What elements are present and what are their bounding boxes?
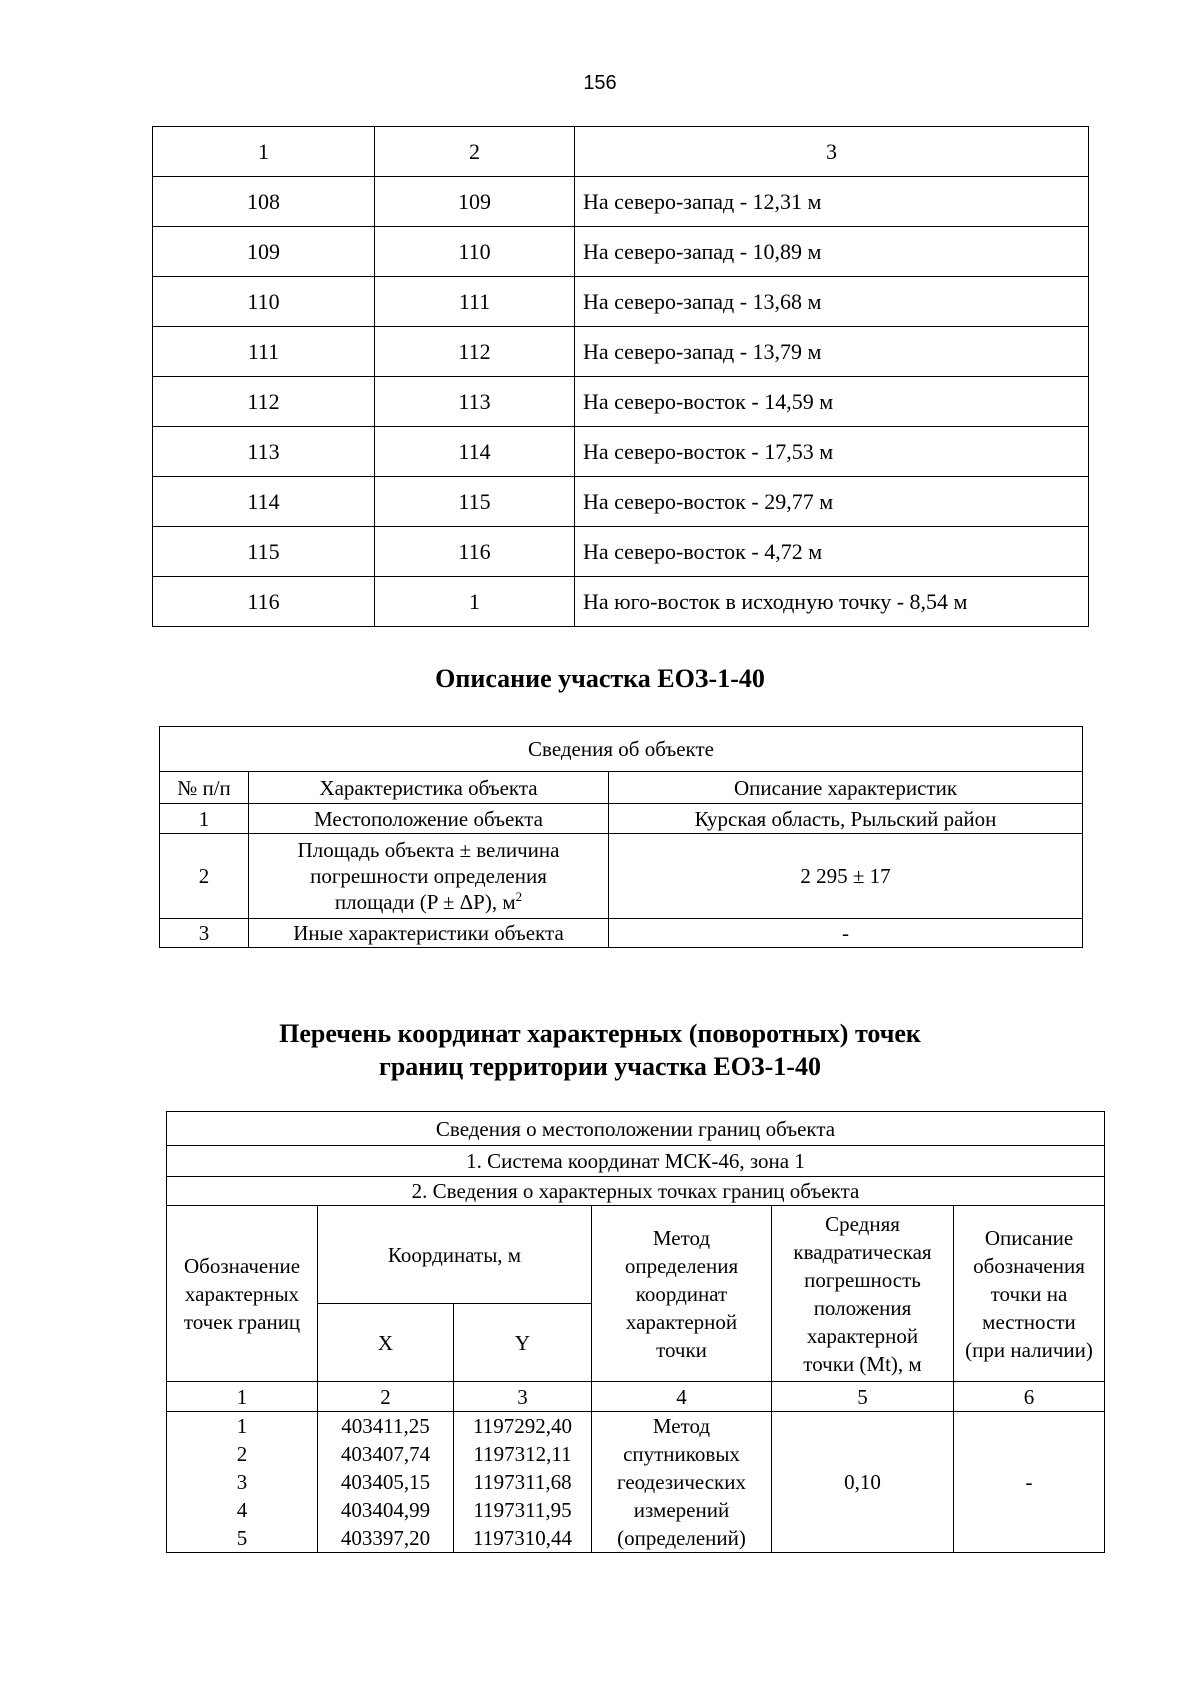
point-id: 5 bbox=[167, 1524, 318, 1553]
page-number: 156 bbox=[583, 72, 617, 94]
characteristic-line bbox=[249, 889, 608, 915]
y-value: 1197311,68 bbox=[454, 1468, 592, 1496]
value-cell: 2 295 ± 17 bbox=[609, 834, 1083, 919]
column-number: 1 bbox=[167, 1382, 318, 1412]
x-value: 403397,20 bbox=[318, 1524, 454, 1553]
column-number: 4 bbox=[592, 1382, 772, 1412]
error-value: 0,10 bbox=[772, 1412, 954, 1553]
table-row bbox=[153, 377, 1089, 427]
end-point-cell: 113 bbox=[375, 377, 575, 427]
column-number: 3 bbox=[454, 1382, 592, 1412]
start-point-cell: 108 bbox=[153, 177, 375, 227]
point-id: 3 bbox=[167, 1468, 318, 1496]
column-header: 3 bbox=[575, 127, 1089, 177]
table-row bbox=[153, 177, 1089, 227]
table-caption: Сведения об объекте bbox=[160, 727, 1083, 772]
y-value: 1197292,40 bbox=[454, 1412, 592, 1441]
description-header bbox=[954, 1206, 1105, 1382]
header-line: местности bbox=[982, 1309, 1076, 1334]
table-row bbox=[153, 227, 1089, 277]
start-point-cell: 115 bbox=[153, 527, 375, 577]
end-point-cell: 112 bbox=[375, 327, 575, 377]
column-header: Характеристика объекта bbox=[249, 772, 609, 804]
direction-cell: На юго-восток в исходную точку - 8,54 м bbox=[575, 577, 1089, 627]
method-line: измерений bbox=[633, 1498, 730, 1522]
characteristic-line: погрешности определения bbox=[310, 864, 547, 888]
y-value: 1197312,11 bbox=[454, 1440, 592, 1468]
point-id: 1 bbox=[167, 1412, 318, 1441]
header-line: Средняя bbox=[825, 1211, 900, 1236]
start-point-cell: 116 bbox=[153, 577, 375, 627]
method-line: Метод bbox=[652, 1414, 711, 1438]
direction-cell: На северо-запад - 10,89 м bbox=[575, 227, 1089, 277]
end-point-cell: 111 bbox=[375, 277, 575, 327]
point-designation-header bbox=[167, 1206, 318, 1382]
value-cell: - bbox=[609, 919, 1083, 948]
header-line: точки bbox=[656, 1337, 707, 1362]
table-row bbox=[153, 527, 1089, 577]
description-value: - bbox=[954, 1412, 1105, 1553]
end-point-cell: 1 bbox=[375, 577, 575, 627]
column-number-row bbox=[167, 1382, 1105, 1412]
object-info-table bbox=[159, 726, 1083, 948]
end-point-cell: 109 bbox=[375, 177, 575, 227]
column-header: № п/п bbox=[160, 772, 249, 804]
start-point-cell: 112 bbox=[153, 377, 375, 427]
method-line: спутниковых bbox=[623, 1442, 740, 1466]
start-point-cell: 114 bbox=[153, 477, 375, 527]
header-line: определения bbox=[624, 1253, 739, 1278]
header-line: характерной bbox=[806, 1323, 919, 1348]
header-line: обозначения bbox=[973, 1253, 1085, 1278]
y-header: Y bbox=[454, 1304, 592, 1382]
column-number: 2 bbox=[318, 1382, 454, 1412]
header-line: квадратическая bbox=[793, 1239, 932, 1264]
x-value: 403405,15 bbox=[318, 1468, 454, 1496]
section-title: Описание участка ЕОЗ-1-40 bbox=[435, 664, 765, 693]
table-row bbox=[167, 1412, 1105, 1441]
direction-cell: На северо-восток - 4,72 м bbox=[575, 527, 1089, 577]
table-row bbox=[153, 477, 1089, 527]
start-point-cell: 110 bbox=[153, 277, 375, 327]
start-point-cell: 113 bbox=[153, 427, 375, 477]
table-caption: Сведения о местоположении границ объекта bbox=[167, 1112, 1105, 1146]
point-id: 2 bbox=[167, 1440, 318, 1468]
direction-cell: На северо-восток - 17,53 м bbox=[575, 427, 1089, 477]
section-title-line: границ территории участка ЕОЗ-1-40 bbox=[379, 1052, 821, 1081]
characteristic-cell: Местоположение объекта bbox=[249, 804, 609, 834]
method-header bbox=[592, 1206, 772, 1382]
start-point-cell: 109 bbox=[153, 227, 375, 277]
y-value: 1197310,44 bbox=[454, 1524, 592, 1553]
value-cell: Курская область, Рыльский район bbox=[609, 804, 1083, 834]
characteristic-cell: Иные характеристики объекта bbox=[249, 919, 609, 948]
direction-cell: На северо-запад - 12,31 м bbox=[575, 177, 1089, 227]
table-caption: 1. Система координат МСК-46, зона 1 bbox=[167, 1146, 1105, 1177]
header-line: Описание bbox=[984, 1225, 1074, 1250]
end-point-cell: 116 bbox=[375, 527, 575, 577]
column-header: Описание характеристик bbox=[609, 772, 1083, 804]
end-point-cell: 114 bbox=[375, 427, 575, 477]
section-title-line: Перечень координат характерных (поворотных) точек bbox=[279, 1019, 921, 1048]
row-number: 2 bbox=[160, 834, 249, 919]
method-value bbox=[592, 1412, 772, 1553]
x-value: 403407,74 bbox=[318, 1440, 454, 1468]
table-row bbox=[153, 327, 1089, 377]
coordinates-header: Координаты, м bbox=[318, 1206, 592, 1304]
header-line: характерной bbox=[625, 1309, 738, 1334]
characteristic-cell bbox=[249, 834, 609, 919]
table-header-row bbox=[160, 772, 1083, 804]
end-point-cell: 115 bbox=[375, 477, 575, 527]
table-header-row bbox=[153, 127, 1089, 177]
unit-superscript: 2 bbox=[515, 889, 523, 904]
direction-cell: На северо-запад - 13,79 м bbox=[575, 327, 1089, 377]
x-value: 403404,99 bbox=[318, 1496, 454, 1524]
header-line: Метод bbox=[652, 1225, 711, 1250]
direction-cell: На северо-запад - 13,68 м bbox=[575, 277, 1089, 327]
header-line: точки (Mt), м bbox=[803, 1351, 922, 1376]
table-row bbox=[153, 277, 1089, 327]
error-header bbox=[772, 1206, 954, 1382]
table-row bbox=[153, 427, 1089, 477]
x-header: X bbox=[318, 1304, 454, 1382]
table-row bbox=[160, 834, 1083, 919]
characteristic-line: Площадь объекта ± величина bbox=[297, 838, 560, 862]
characteristic-text: площади (P ± ΔP), м bbox=[334, 890, 516, 914]
column-header: 1 bbox=[153, 127, 375, 177]
table-row bbox=[153, 577, 1089, 627]
point-id: 4 bbox=[167, 1496, 318, 1524]
header-line: точек границ bbox=[183, 1309, 301, 1334]
header-line: Обозначение bbox=[183, 1253, 301, 1278]
direction-cell: На северо-восток - 29,77 м bbox=[575, 477, 1089, 527]
segments-table bbox=[152, 126, 1089, 627]
header-line: (при наличии) bbox=[965, 1337, 1093, 1362]
coordinates-table bbox=[166, 1111, 1105, 1553]
table-caption: 2. Сведения о характерных точках границ объекта bbox=[167, 1177, 1105, 1206]
row-number: 3 bbox=[160, 919, 249, 948]
table-header-row bbox=[167, 1206, 1105, 1304]
column-number: 6 bbox=[954, 1382, 1105, 1412]
header-line: погрешность bbox=[804, 1267, 921, 1292]
column-header: 2 bbox=[375, 127, 575, 177]
table-row bbox=[160, 919, 1083, 948]
x-value: 403411,25 bbox=[318, 1412, 454, 1441]
row-number: 1 bbox=[160, 804, 249, 834]
section-title bbox=[0, 1017, 1200, 1083]
header-line: характерных bbox=[184, 1281, 300, 1306]
method-line: геодезических bbox=[616, 1470, 746, 1494]
header-line: точки на bbox=[990, 1281, 1068, 1306]
header-line: координат bbox=[635, 1281, 728, 1306]
end-point-cell: 110 bbox=[375, 227, 575, 277]
start-point-cell: 111 bbox=[153, 327, 375, 377]
direction-cell: На северо-восток - 14,59 м bbox=[575, 377, 1089, 427]
method-line: (определений) bbox=[617, 1526, 746, 1550]
table-row bbox=[160, 804, 1083, 834]
column-number: 5 bbox=[772, 1382, 954, 1412]
y-value: 1197311,95 bbox=[454, 1496, 592, 1524]
header-line: положения bbox=[813, 1295, 912, 1320]
